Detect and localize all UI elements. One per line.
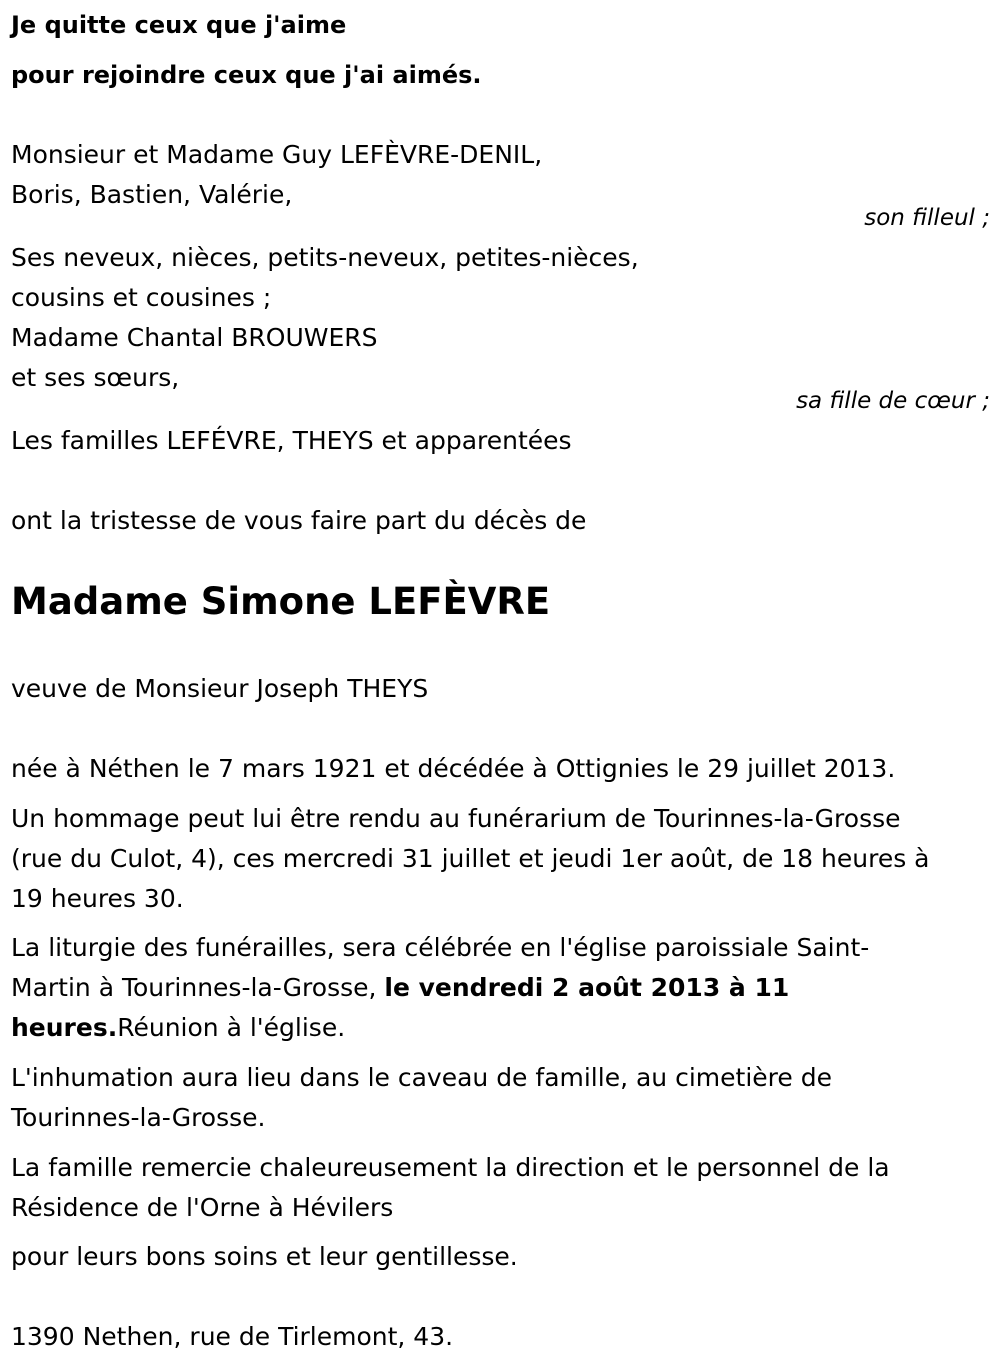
burial-line-2: Tourinnes-la-Grosse. (11, 1103, 266, 1132)
family-line-5: Madame Chantal BROUWERS (11, 323, 378, 352)
tribute-line-1: Un hommage peut lui être rendu au funérarium de Tourinnes-la-Grosse (11, 804, 901, 833)
widow-of: veuve de Monsieur Joseph THEYS (11, 674, 429, 703)
liturgy-time: heures. (11, 1013, 118, 1042)
tribute-line-3: 19 heures 30. (11, 884, 184, 913)
thanks-line-1: La famille remercie chaleureusement la direction et le personnel de la (11, 1153, 890, 1182)
liturgy-line-2 (11, 968, 789, 1008)
family-line-1: Monsieur et Madame Guy LEFÈVRE-DENIL, (11, 140, 543, 169)
epigraph-line-2: pour rejoindre ceux que j'ai aimés. (11, 61, 482, 89)
birth-death-dates: née à Néthen le 7 mars 1921 et décédée à Ottignies le 29 juillet 2013. (11, 754, 896, 783)
liturgy-place: Martin à Tourinnes-la-Grosse, (11, 973, 385, 1002)
thanks-line-2: Résidence de l'Orne à Hévilers (11, 1193, 394, 1222)
announcement-text: ont la tristesse de vous faire part du décès de (11, 506, 587, 535)
tribute-line-2: (rue du Culot, 4), ces mercredi 31 juillet et jeudi 1er août, de 18 heures à (11, 844, 930, 873)
thanks-line-3: pour leurs bons soins et leur gentillesse. (11, 1242, 518, 1271)
family-role-2: sa fille de cœur ; (796, 388, 990, 414)
family-line-4: cousins et cousines ; (11, 283, 272, 312)
family-line-3: Ses neveux, nièces, petits-neveux, petites-nièces, (11, 243, 639, 272)
epigraph-line-1: Je quitte ceux que j'aime (11, 11, 347, 39)
burial-line-1: L'inhumation aura lieu dans le caveau de famille, au cimetière de (11, 1063, 832, 1092)
family-line-6: et ses sœurs, (11, 363, 180, 392)
deceased-name: Madame Simone LEFÈVRE (11, 580, 551, 623)
liturgy-date: le vendredi 2 août 2013 à 11 (384, 973, 790, 1002)
liturgy-line-3 (11, 1008, 345, 1048)
address: 1390 Nethen, rue de Tirlemont, 43. (11, 1322, 454, 1351)
liturgy-gathering: Réunion à l'église. (117, 1013, 346, 1042)
family-line-2: Boris, Bastien, Valérie, (11, 180, 293, 209)
family-line-7: Les familles LEFÉVRE, THEYS et apparentées (11, 426, 572, 455)
liturgy-line-1: La liturgie des funérailles, sera célébrée en l'église paroissiale Saint- (11, 933, 870, 962)
family-role-1: son filleul ; (864, 205, 990, 231)
